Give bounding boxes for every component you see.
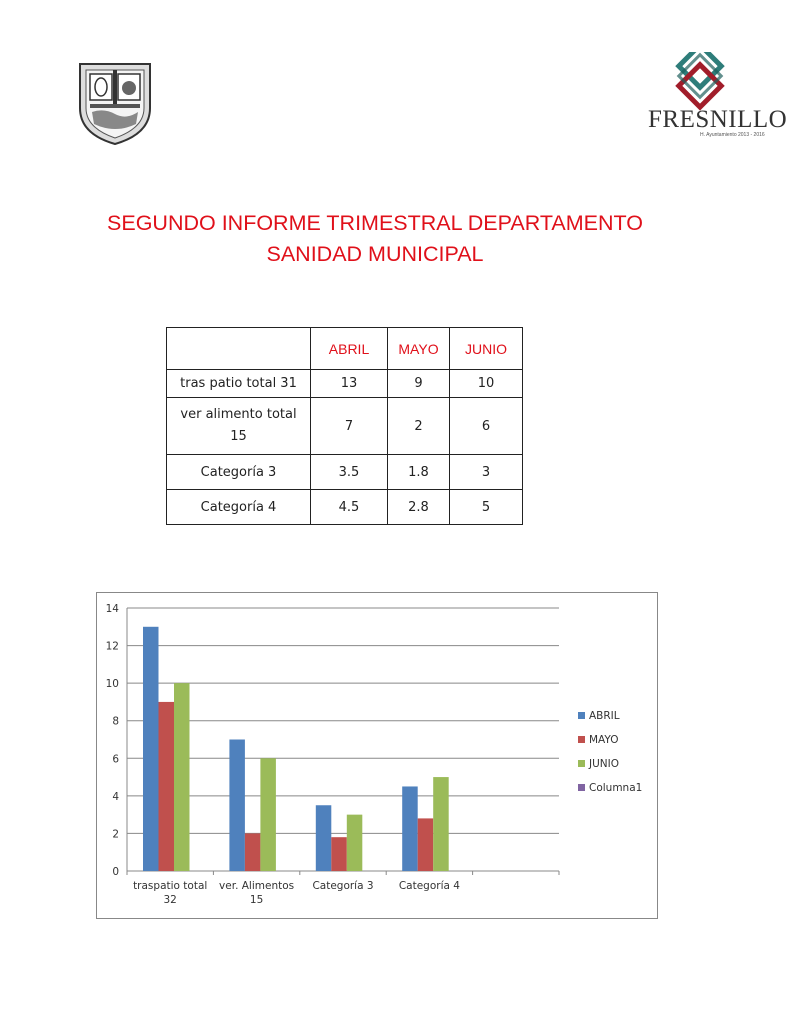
cell-value: 4.5: [311, 490, 388, 525]
cell-value: 2.8: [388, 490, 450, 525]
cell-value: 3: [450, 455, 523, 490]
bar-mayo-0: [159, 702, 175, 871]
y-tick-label: 8: [112, 715, 119, 728]
table-header-junio: JUNIO: [450, 328, 523, 370]
bar-junio-2: [347, 815, 363, 871]
bar-mayo-2: [331, 837, 347, 871]
row-label: Categoría 3: [167, 455, 311, 490]
x-category-label: ver. Alimentos: [219, 880, 295, 892]
y-tick-label: 12: [105, 640, 119, 653]
x-category-label: Categoría 4: [398, 880, 460, 892]
legend-swatch-columna1: [578, 784, 585, 791]
y-tick-label: 14: [105, 603, 119, 615]
cell-value: 7: [311, 398, 388, 455]
legend-swatch-mayo: [578, 736, 585, 743]
row-label: ver alimento total 15: [167, 398, 311, 455]
legend-swatch-junio: [578, 760, 585, 767]
bar-mayo-3: [418, 818, 434, 871]
table-row: [167, 370, 523, 398]
cell-value: 2: [388, 398, 450, 455]
table-row: [167, 490, 523, 525]
report-title-line2: SANIDAD MUNICIPAL: [266, 242, 484, 266]
row-label: Categoría 4: [167, 490, 311, 525]
cell-value: 5: [450, 490, 523, 525]
row-label: tras patio total 31: [167, 370, 311, 398]
cell-value: 13: [311, 370, 388, 398]
cell-value: 3.5: [311, 455, 388, 490]
table-header-abril: ABRIL: [311, 328, 388, 370]
y-tick-label: 0: [112, 866, 119, 878]
legend-label: MAYO: [589, 734, 619, 746]
x-category-label: 15: [249, 894, 264, 906]
y-tick-label: 2: [112, 828, 119, 841]
x-category-label: traspatio total: [133, 880, 208, 892]
bar-abril-1: [229, 740, 245, 872]
report-title-line1: SEGUNDO INFORME TRIMESTRAL DEPARTAMENTO: [107, 211, 643, 235]
table-header-empty: [167, 328, 311, 370]
cell-value: 1.8: [388, 455, 450, 490]
bar-junio-3: [433, 777, 449, 871]
legend-label: ABRIL: [589, 710, 620, 722]
table-row: [167, 455, 523, 490]
bar-chart: [97, 593, 657, 918]
bar-abril-3: [402, 786, 418, 871]
fresnillo-wordmark: FRESNILLO: [648, 106, 788, 133]
cell-value: 9: [388, 370, 450, 398]
monthly-data-table: [166, 327, 523, 525]
table-header-row: [167, 328, 523, 370]
fresnillo-subtitle: H. Ayuntamiento 2013 - 2016: [700, 132, 765, 138]
bar-abril-0: [143, 627, 159, 871]
legend-label: Columna1: [589, 782, 643, 794]
legend-swatch-abril: [578, 712, 585, 719]
bar-chart-container: [96, 592, 658, 919]
table-row: [167, 398, 523, 455]
legend-label: JUNIO: [589, 758, 619, 770]
university-crest-logo: [74, 58, 156, 146]
table-header-mayo: MAYO: [388, 328, 450, 370]
bar-mayo-1: [245, 833, 261, 871]
bar-abril-2: [316, 805, 332, 871]
cell-value: 10: [450, 370, 523, 398]
y-tick-label: 10: [105, 678, 119, 691]
y-tick-label: 6: [112, 753, 119, 766]
x-category-label: 32: [163, 894, 177, 906]
y-tick-label: 4: [112, 790, 119, 803]
cell-value: 6: [450, 398, 523, 455]
x-category-label: Categoría 3: [312, 880, 374, 892]
bar-junio-1: [260, 758, 276, 871]
bar-junio-0: [174, 683, 190, 871]
